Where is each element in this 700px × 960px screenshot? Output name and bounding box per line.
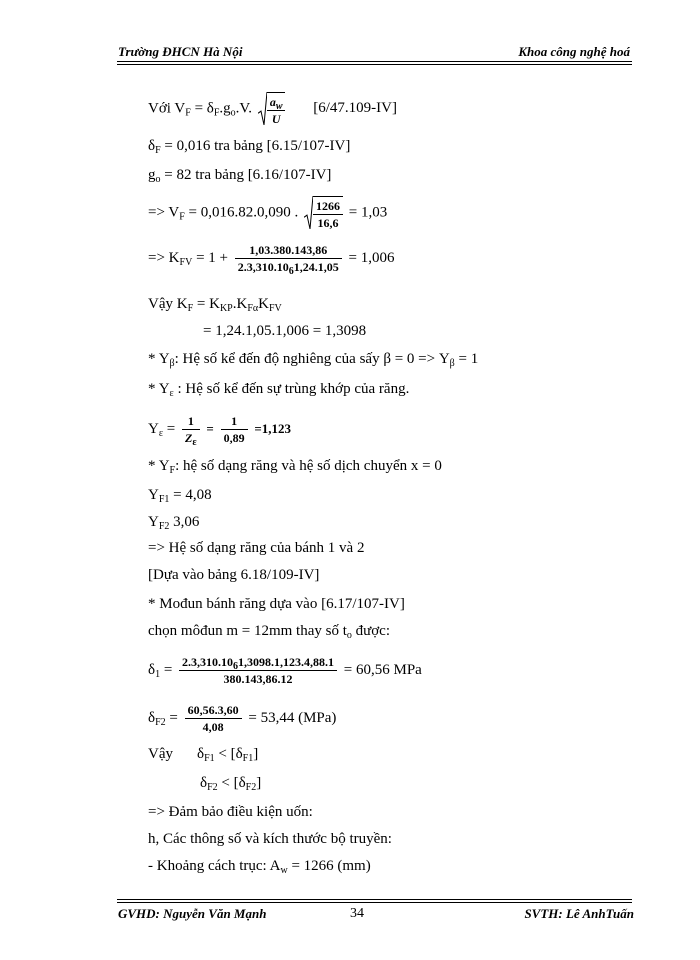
header-faculty: Khoa công nghệ hoá bbox=[518, 44, 630, 59]
line-delta-f2: $\delta_{F2}$ = $\frac{60,56.3,60}{4,08}$ = 53,44 (MPa) bbox=[148, 703, 337, 734]
line-yf: * $Y_F$: hệ số dạng răng và hệ số dịch chuyển x = 0 bbox=[148, 458, 442, 476]
line-delta1: $\delta_1$ = $\frac{2.3,310.10_61,3098.1,123.4,88.1}{380.143,86.12}$ = 60,56 MPa bbox=[148, 655, 422, 686]
delta1-fraction: $\frac{2.3,310.10_61,3098.1,123.4,88.1}{380.143,86.12}$ bbox=[179, 655, 337, 686]
header-rule bbox=[117, 61, 632, 62]
line-table-ref: [Dựa vào bảng 6.18/109-IV] bbox=[148, 567, 320, 583]
line-check-f1: Vậy $\delta_{F1} < [\delta_{F1}]$ bbox=[148, 746, 259, 764]
delta-f2-fraction: $\frac{60,56.3,60}{4,08}$ bbox=[185, 703, 242, 734]
line-y-epsilon-value: $Y_\varepsilon$ = $\frac{1}{Z_\varepsilon}$ = $\frac{1}{0,89}$ =1,123 bbox=[148, 414, 291, 448]
line-delta-f: $\delta_F = 0,016$ tra bảng [6.15/107-IV] bbox=[148, 138, 351, 156]
fraction-1-over-089: $\frac{1}{0,89}$ bbox=[221, 414, 248, 445]
fraction-1-over-z: $\frac{1}{Z_\varepsilon}$ bbox=[182, 414, 200, 445]
line-kf-value: = 1,24.1,05.1,006 = 1,3098 bbox=[203, 323, 367, 339]
line-section-h: h, Các thông số và kích thước bộ truyền: bbox=[148, 831, 392, 847]
header-school: Trường ĐHCN Hà Nội bbox=[118, 44, 243, 59]
footer-student: SVTH: Lê AnhTuấn bbox=[524, 906, 634, 921]
line-check-f2: $\delta_{F2} < [\delta_{F2}]$ bbox=[200, 775, 262, 793]
line-vf-value: => $V_F = 0,016.82.0,090$ . $\frac{1266}{16,6}$ = 1,03 bbox=[148, 196, 387, 230]
line-vf-formula: Với $V_F = \delta_F.g_o.V$. $\frac{a_w}{U}$ [6/47.109-IV] bbox=[148, 92, 397, 126]
footer-advisor: GVHD: Nguyễn Văn Mạnh bbox=[118, 906, 267, 921]
line-choose-module: chọn môđun m = 12mm thay số $t_o$ được: bbox=[148, 623, 391, 641]
line-y-beta: * $Y_\beta$: Hệ số kể đến độ nghiêng của sấy $\beta = 0 => Y_\beta = 1$ bbox=[148, 351, 479, 369]
line-kfv: => $K_{FV} = 1$ + $\frac{1,03.380.143,86}{2.3,310.10_61,24.1,05}$ = 1,006 bbox=[148, 243, 395, 277]
page-header bbox=[118, 44, 630, 60]
sqrt-1266: $\frac{1266}{16,6}$ bbox=[304, 196, 343, 230]
line-form-factor: => Hệ số dạng răng của bánh 1 và 2 bbox=[148, 540, 365, 556]
kfv-fraction: $\frac{1,03.380.143,86}{2.3,310.10_61,24.1,05}$ bbox=[235, 243, 342, 274]
line-kf: Vậy $K_F = K_{KP}.K_{F\alpha}K_{FV}$ bbox=[148, 296, 282, 314]
footer-rule bbox=[117, 899, 632, 900]
line-y-epsilon: * $Y_\varepsilon$ : Hệ số kể đến sự trùng khớp của răng. bbox=[148, 381, 410, 399]
ref-6-47: [6/47.109-IV] bbox=[313, 100, 397, 117]
line-module: * Mođun bánh răng dựa vào [6.17/107-IV] bbox=[148, 596, 405, 612]
line-axis-distance: - Khoảng cách trục: $A_w = 1266$ (mm) bbox=[148, 858, 371, 876]
line-yf1: $Y_{F1} = 4,08$ bbox=[148, 487, 212, 505]
header-rule-2 bbox=[117, 64, 632, 65]
sqrt-aw-over-u: $\frac{a_w}{U}$ bbox=[258, 92, 286, 126]
line-yf2: $Y_{F2}$ 3,06 bbox=[148, 514, 200, 532]
page-footer bbox=[118, 906, 634, 922]
line-ensure: => Đảm bảo điều kiện uốn: bbox=[148, 804, 313, 820]
line-go: $g_o = 82$ tra bảng [6.16/107-IV] bbox=[148, 167, 332, 185]
footer-rule-2 bbox=[117, 902, 632, 903]
page-number: 34 bbox=[350, 906, 364, 921]
